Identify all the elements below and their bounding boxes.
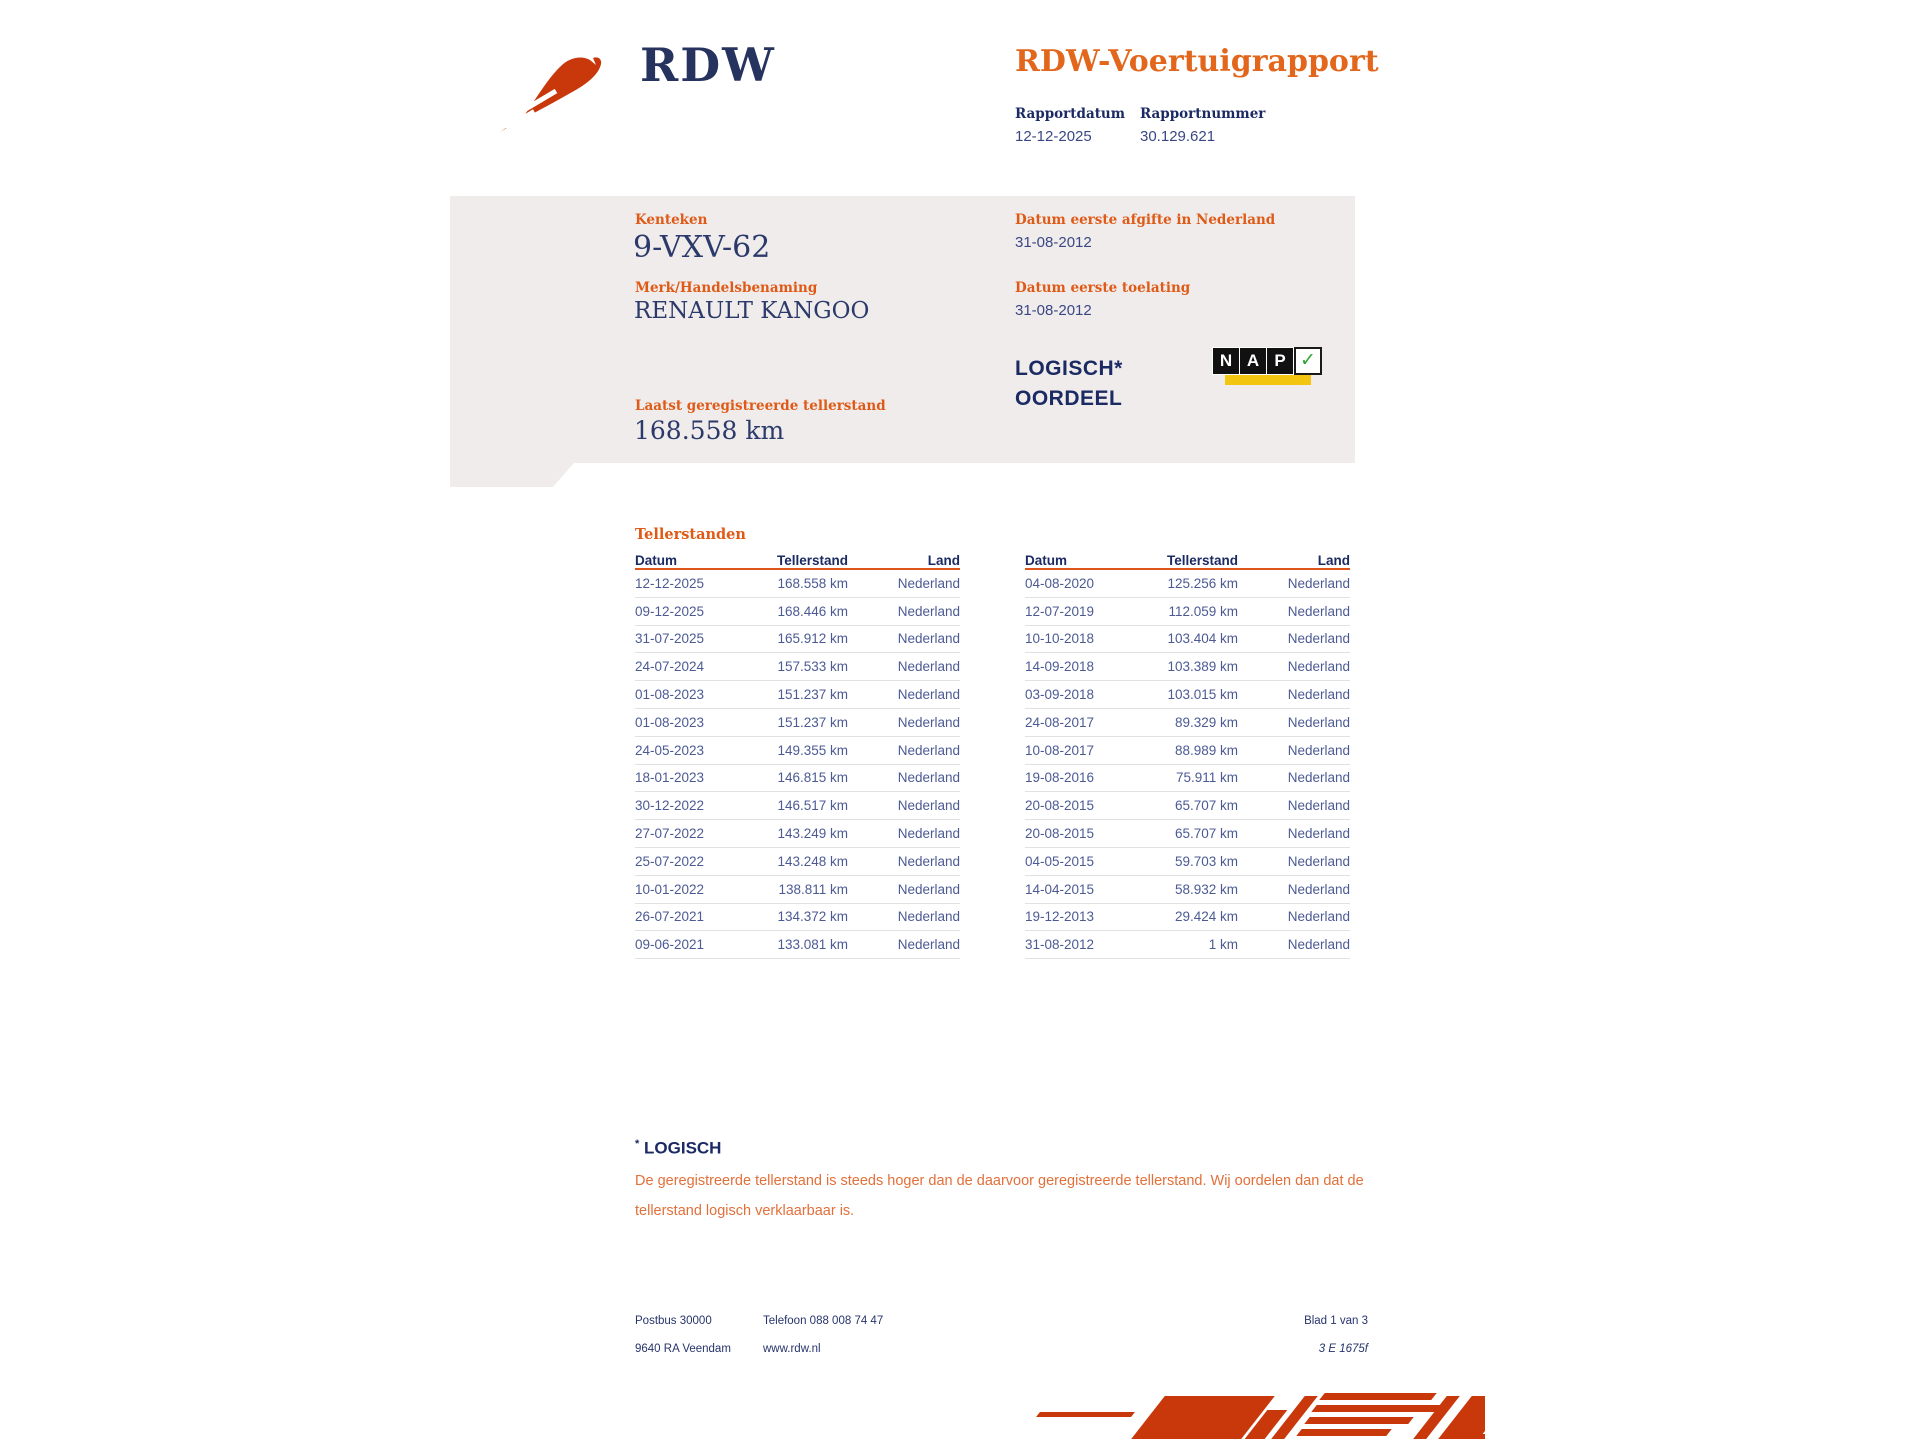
cell-tellerstand: 29.424 km xyxy=(1174,909,1238,925)
footer-page-indicator: Blad 1 van 3 xyxy=(1304,1315,1368,1327)
cell-land: Nederland xyxy=(1287,798,1350,814)
footer-phone: Telefoon 088 008 74 47 xyxy=(763,1315,884,1327)
cell-land: Nederland xyxy=(1287,742,1350,758)
toelating-value: 31-08-2012 xyxy=(1015,302,1092,319)
cell-land: Nederland xyxy=(1287,770,1350,786)
nap-letter-n: N xyxy=(1213,348,1239,374)
report-date-value: 12-12-2025 xyxy=(1015,128,1092,145)
report-title: RDW-Voertuigrapport xyxy=(1015,44,1379,79)
tellerstand-label: Laatst geregistreerde tellerstand xyxy=(635,398,886,414)
cell-tellerstand: 65.707 km xyxy=(1174,826,1238,842)
cell-datum: 04-05-2015 xyxy=(1025,853,1095,869)
table-row xyxy=(635,848,960,876)
cell-land: Nederland xyxy=(1287,937,1350,953)
nap-logo-icon xyxy=(1213,348,1316,388)
report-number-value: 30.129.621 xyxy=(1140,128,1216,145)
table-row xyxy=(1025,792,1350,820)
table-row xyxy=(1025,848,1350,876)
cell-land: Nederland xyxy=(897,687,960,703)
cell-land: Nederland xyxy=(1287,603,1350,619)
cell-land: Nederland xyxy=(897,853,960,869)
table-row xyxy=(635,653,960,681)
cell-land: Nederland xyxy=(1287,714,1350,730)
kenteken-label: Kenteken xyxy=(635,212,708,228)
table-header xyxy=(635,548,960,570)
cell-datum: 14-09-2018 xyxy=(1025,659,1095,675)
footer-address-line2: 9640 RA Veendam xyxy=(635,1343,731,1355)
table-row xyxy=(1025,598,1350,626)
table-row xyxy=(635,904,960,932)
cell-land: Nederland xyxy=(897,659,960,675)
oordeel-line1: LOGISCH* xyxy=(1015,357,1123,380)
cell-land: Nederland xyxy=(897,937,960,953)
table-body xyxy=(635,570,960,959)
cell-land: Nederland xyxy=(1287,687,1350,703)
cell-tellerstand: 112.059 km xyxy=(1168,603,1238,619)
cell-tellerstand: 75.911 km xyxy=(1175,770,1238,786)
report-number-label: Rapportnummer xyxy=(1140,106,1266,122)
cell-tellerstand: 168.446 km xyxy=(777,603,848,619)
cell-datum: 01-08-2023 xyxy=(635,714,705,730)
cell-tellerstand: 165.912 km xyxy=(777,631,848,647)
oordeel-text xyxy=(1015,354,1123,414)
cell-tellerstand: 146.815 km xyxy=(777,770,848,786)
cell-land: Nederland xyxy=(1287,575,1350,591)
cell-tellerstand: 151.237 km xyxy=(777,687,848,703)
cell-datum: 18-01-2023 xyxy=(635,770,705,786)
footnote-title xyxy=(635,1138,721,1159)
rdw-wordmark: RDW xyxy=(640,38,776,92)
table-row xyxy=(635,709,960,737)
vehicle-summary-panel xyxy=(450,196,1355,463)
cell-land: Nederland xyxy=(897,798,960,814)
cell-datum: 31-07-2025 xyxy=(635,631,705,647)
cell-datum: 04-08-2020 xyxy=(1025,575,1095,591)
table-row xyxy=(635,598,960,626)
panel-corner-tab xyxy=(450,463,574,487)
cell-datum: 26-07-2021 xyxy=(635,909,705,925)
table-row xyxy=(1025,931,1350,959)
header-land: Land xyxy=(927,553,960,568)
table-row xyxy=(1025,681,1350,709)
table-row xyxy=(1025,709,1350,737)
cell-datum: 25-07-2022 xyxy=(635,853,705,869)
cell-land: Nederland xyxy=(897,631,960,647)
cell-datum: 10-08-2017 xyxy=(1025,742,1095,758)
header-tellerstand: Tellerstand xyxy=(776,553,848,568)
cell-tellerstand: 1 km xyxy=(1208,937,1238,953)
table-row xyxy=(1025,570,1350,598)
footer-address-line1: Postbus 30000 xyxy=(635,1315,712,1327)
cell-tellerstand: 168.558 km xyxy=(777,575,848,591)
oordeel-line2: OORDEEL xyxy=(1015,387,1123,410)
table-row xyxy=(1025,653,1350,681)
cell-datum: 14-04-2015 xyxy=(1025,881,1095,897)
nap-letter-a: A xyxy=(1240,348,1266,374)
kenteken-value: 9-VXV-62 xyxy=(633,230,771,265)
cell-datum: 24-07-2024 xyxy=(635,659,705,675)
cell-datum: 24-05-2023 xyxy=(635,742,705,758)
cell-datum: 01-08-2023 xyxy=(635,687,705,703)
header-datum: Datum xyxy=(1025,553,1068,568)
merk-value: RENAULT KANGOO xyxy=(634,298,870,324)
cell-datum: 12-07-2019 xyxy=(1025,603,1095,619)
nap-letter-p: P xyxy=(1267,348,1293,374)
cell-tellerstand: 88.989 km xyxy=(1174,742,1238,758)
table-row xyxy=(635,931,960,959)
cell-tellerstand: 103.015 km xyxy=(1167,687,1238,703)
table-row xyxy=(1025,904,1350,932)
cell-land: Nederland xyxy=(897,770,960,786)
cell-datum: 09-06-2021 xyxy=(635,937,705,953)
report-date-label: Rapportdatum xyxy=(1015,106,1126,122)
cell-datum: 27-07-2022 xyxy=(635,826,705,842)
header-land: Land xyxy=(1317,553,1350,568)
tellerstanden-table-left xyxy=(635,548,960,959)
footnote-title-text: LOGISCH xyxy=(644,1138,722,1158)
table-body xyxy=(1025,570,1350,959)
table-row xyxy=(635,820,960,848)
footnote-asterisk: * xyxy=(635,1138,640,1150)
cell-datum: 31-08-2012 xyxy=(1025,937,1095,953)
table-row xyxy=(1025,820,1350,848)
table-row xyxy=(635,626,960,654)
cell-datum: 24-08-2017 xyxy=(1025,714,1095,730)
table-row xyxy=(1025,765,1350,793)
cell-tellerstand: 58.932 km xyxy=(1174,881,1238,897)
cell-land: Nederland xyxy=(897,714,960,730)
cell-land: Nederland xyxy=(1287,909,1350,925)
footnote-text: De geregistreerde tellerstand is steeds hoger dan de daarvoor geregistreerde tellerstand. Wij oordelen dan dat de tellerstand logisch verklaarbaar is. xyxy=(635,1173,1364,1219)
cell-datum: 09-12-2025 xyxy=(635,603,705,619)
cell-tellerstand: 134.372 km xyxy=(777,909,848,925)
cell-tellerstand: 59.703 km xyxy=(1174,853,1238,869)
footer-form-code: 3 E 1675f xyxy=(1318,1343,1368,1355)
cell-datum: 10-01-2022 xyxy=(635,881,705,897)
table-row xyxy=(635,737,960,765)
tellerstanden-table-right xyxy=(1025,548,1350,959)
cell-land: Nederland xyxy=(897,603,960,619)
cell-tellerstand: 146.517 km xyxy=(777,798,848,814)
merk-label: Merk/Handelsbenaming xyxy=(635,280,818,296)
cell-datum: 10-10-2018 xyxy=(1025,631,1095,647)
table-header xyxy=(1025,548,1350,570)
cell-land: Nederland xyxy=(1287,631,1350,647)
cell-tellerstand: 157.533 km xyxy=(777,659,848,675)
table-row xyxy=(635,570,960,598)
cell-tellerstand: 143.249 km xyxy=(777,826,848,842)
cell-tellerstand: 138.811 km xyxy=(778,881,848,897)
cell-land: Nederland xyxy=(897,826,960,842)
table-row xyxy=(635,765,960,793)
table-row xyxy=(1025,876,1350,904)
cell-datum: 03-09-2018 xyxy=(1025,687,1095,703)
cell-tellerstand: 133.081 km xyxy=(777,937,848,953)
cell-datum: 20-08-2015 xyxy=(1025,798,1095,814)
header-datum: Datum xyxy=(635,553,678,568)
cell-tellerstand: 103.404 km xyxy=(1167,631,1238,647)
toelating-label: Datum eerste toelating xyxy=(1015,280,1191,296)
table-row xyxy=(1025,626,1350,654)
header-tellerstand: Tellerstand xyxy=(1166,553,1238,568)
cell-land: Nederland xyxy=(897,909,960,925)
cell-land: Nederland xyxy=(897,742,960,758)
afgifte-value: 31-08-2012 xyxy=(1015,234,1092,251)
cell-datum: 19-08-2016 xyxy=(1025,770,1095,786)
cell-tellerstand: 125.256 km xyxy=(1167,575,1238,591)
cell-datum: 30-12-2022 xyxy=(635,798,705,814)
cell-tellerstand: 151.237 km xyxy=(777,714,848,730)
cell-tellerstand: 89.329 km xyxy=(1174,714,1238,730)
table-row xyxy=(1025,737,1350,765)
table-row xyxy=(635,876,960,904)
cell-tellerstand: 143.248 km xyxy=(777,853,848,869)
table-row xyxy=(635,681,960,709)
cell-land: Nederland xyxy=(1287,881,1350,897)
cell-land: Nederland xyxy=(1287,826,1350,842)
cell-land: Nederland xyxy=(897,881,960,897)
cell-datum: 12-12-2025 xyxy=(635,575,705,591)
afgifte-label: Datum eerste afgifte in Nederland xyxy=(1015,212,1276,228)
cell-datum: 19-12-2013 xyxy=(1025,909,1095,925)
rdw-speed-stripes-graphic xyxy=(1030,1392,1485,1440)
cell-datum: 20-08-2015 xyxy=(1025,826,1095,842)
cell-land: Nederland xyxy=(897,575,960,591)
cell-tellerstand: 65.707 km xyxy=(1174,798,1238,814)
cell-tellerstand: 103.389 km xyxy=(1167,659,1238,675)
rdw-wing-logo-icon xyxy=(498,50,620,134)
tellerstanden-title: Tellerstanden xyxy=(635,526,746,543)
cell-land: Nederland xyxy=(1287,659,1350,675)
cell-land: Nederland xyxy=(1287,853,1350,869)
cell-tellerstand: 149.355 km xyxy=(777,742,848,758)
table-row xyxy=(635,792,960,820)
nap-checkmark-icon: ✓ xyxy=(1294,347,1322,375)
tellerstand-value: 168.558 km xyxy=(634,416,785,445)
footer-website: www.rdw.nl xyxy=(763,1343,821,1355)
